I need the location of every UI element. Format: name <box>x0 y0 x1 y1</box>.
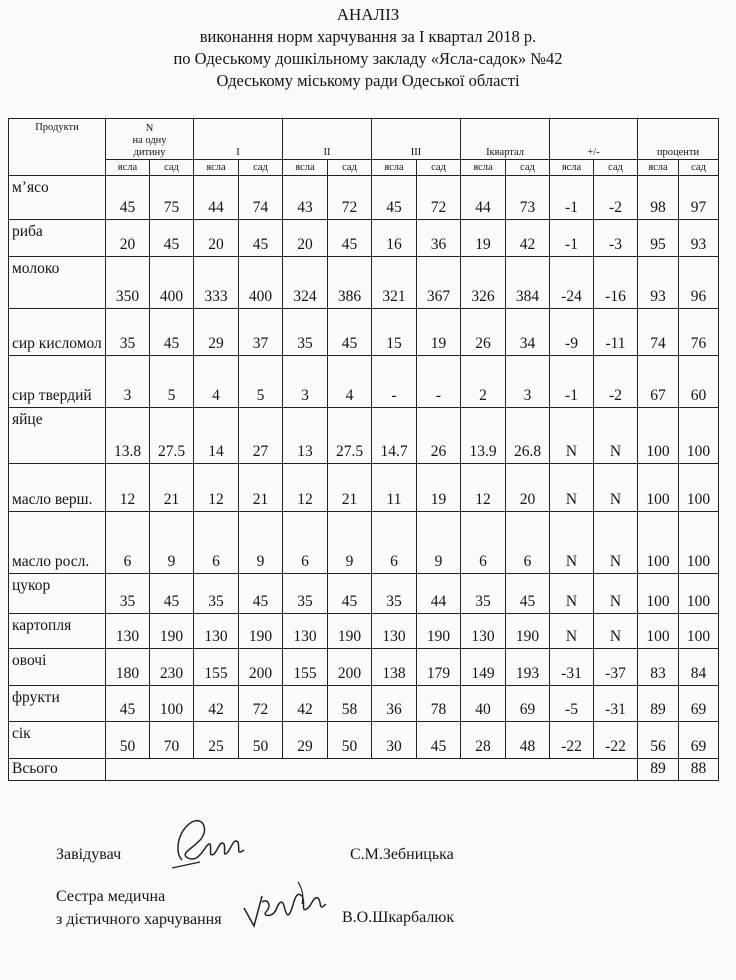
value-cell: 28 <box>461 722 506 759</box>
value-cell: 35 <box>283 309 328 356</box>
value-cell: 73 <box>506 176 550 220</box>
value-cell: 84 <box>679 649 719 686</box>
product-name: масло росл. <box>9 512 106 574</box>
value-cell: 138 <box>372 649 417 686</box>
value-cell: 11 <box>372 464 417 512</box>
value-cell: -2 <box>594 356 638 408</box>
value-cell: 45 <box>239 220 283 257</box>
value-cell: 48 <box>506 722 550 759</box>
value-cell: 367 <box>417 257 461 309</box>
value-cell: 25 <box>194 722 239 759</box>
value-cell: 2 <box>461 356 506 408</box>
value-cell: 26.8 <box>506 408 550 464</box>
value-cell: 6 <box>372 512 417 574</box>
value-cell: 45 <box>328 309 372 356</box>
value-cell: 29 <box>194 309 239 356</box>
table-row <box>9 220 719 257</box>
value-cell: 40 <box>461 686 506 722</box>
value-cell: 74 <box>638 309 679 356</box>
value-cell: 45 <box>150 574 194 614</box>
value-cell: 100 <box>638 408 679 464</box>
subheader-kindergarten: сад <box>594 160 638 176</box>
subheader-kindergarten: сад <box>328 160 372 176</box>
value-cell: 100 <box>679 574 719 614</box>
value-cell: 20 <box>283 220 328 257</box>
value-cell: -22 <box>594 722 638 759</box>
value-cell: 190 <box>150 614 194 649</box>
total-row <box>9 759 719 781</box>
value-cell: 15 <box>372 309 417 356</box>
header-percent: проценти <box>638 119 719 160</box>
value-cell: 21 <box>328 464 372 512</box>
value-cell: 100 <box>638 614 679 649</box>
value-cell: 14 <box>194 408 239 464</box>
value-cell: 324 <box>283 257 328 309</box>
value-cell: 326 <box>461 257 506 309</box>
value-cell: 56 <box>638 722 679 759</box>
value-cell: 100 <box>638 512 679 574</box>
value-cell: 35 <box>106 574 150 614</box>
value-cell: -1 <box>550 356 594 408</box>
value-cell: 69 <box>679 722 719 759</box>
value-cell: 35 <box>194 574 239 614</box>
value-cell: 44 <box>194 176 239 220</box>
value-cell: 179 <box>417 649 461 686</box>
value-cell: 97 <box>679 176 719 220</box>
document-subtitle-3: Одеському міському ради Одеської області <box>216 71 520 90</box>
nurse-title-1: Сестра медична <box>56 888 166 905</box>
subheader-nursery: ясла <box>283 160 328 176</box>
value-cell: 155 <box>194 649 239 686</box>
nurse-title-2: з дієтичного харчування <box>56 911 222 928</box>
value-cell: 400 <box>239 257 283 309</box>
product-name: сир кисломол <box>9 309 106 356</box>
product-name: риба <box>9 220 106 257</box>
value-cell: 34 <box>506 309 550 356</box>
value-cell: -2 <box>594 176 638 220</box>
value-cell: 130 <box>283 614 328 649</box>
value-cell: 3 <box>106 356 150 408</box>
product-name: картопля <box>9 614 106 649</box>
document-header <box>0 4 736 92</box>
value-cell: 69 <box>506 686 550 722</box>
value-cell: 45 <box>417 722 461 759</box>
value-cell: 58 <box>328 686 372 722</box>
value-cell: 74 <box>239 176 283 220</box>
value-cell: 3 <box>283 356 328 408</box>
value-cell: 6 <box>461 512 506 574</box>
value-cell: 9 <box>328 512 372 574</box>
value-cell: 67 <box>638 356 679 408</box>
value-cell: -22 <box>550 722 594 759</box>
value-cell: 89 <box>638 686 679 722</box>
value-cell: 42 <box>506 220 550 257</box>
product-name: сир твердий <box>9 356 106 408</box>
value-cell: 350 <box>106 257 150 309</box>
total-empty-cell <box>106 759 638 781</box>
value-cell: 13 <box>283 408 328 464</box>
value-cell: 50 <box>328 722 372 759</box>
table-row <box>9 512 719 574</box>
value-cell: 45 <box>372 176 417 220</box>
total-nursery: 89 <box>638 759 679 781</box>
value-cell: 130 <box>194 614 239 649</box>
value-cell: 45 <box>150 220 194 257</box>
value-cell: N <box>550 574 594 614</box>
value-cell: 6 <box>194 512 239 574</box>
value-cell: 400 <box>150 257 194 309</box>
value-cell: 100 <box>638 574 679 614</box>
table-row <box>9 309 719 356</box>
document-subtitle-2: по Одеському дошкільному закладу «Ясла-садок» №42 <box>173 49 563 68</box>
value-cell: N <box>594 464 638 512</box>
value-cell: 21 <box>150 464 194 512</box>
value-cell: -31 <box>550 649 594 686</box>
value-cell: 100 <box>679 614 719 649</box>
product-name: фрукти <box>9 686 106 722</box>
value-cell: 230 <box>150 649 194 686</box>
nurse-name: В.О.Шкарбалюк <box>342 909 455 926</box>
value-cell: 26 <box>461 309 506 356</box>
value-cell: 130 <box>461 614 506 649</box>
value-cell: 35 <box>461 574 506 614</box>
document-title: АНАЛІЗ <box>336 5 400 24</box>
value-cell: N <box>550 512 594 574</box>
subheader-nursery: ясла <box>194 160 239 176</box>
director-signature <box>160 808 260 878</box>
value-cell: N <box>550 408 594 464</box>
value-cell: 19 <box>417 464 461 512</box>
value-cell: 20 <box>506 464 550 512</box>
value-cell: 96 <box>679 257 719 309</box>
nutrition-analysis-table <box>8 118 719 781</box>
value-cell: 4 <box>328 356 372 408</box>
value-cell: 43 <box>283 176 328 220</box>
value-cell: 36 <box>372 686 417 722</box>
director-name: С.М.Зебницька <box>350 846 454 863</box>
value-cell: 45 <box>506 574 550 614</box>
value-cell: 6 <box>283 512 328 574</box>
value-cell: 72 <box>328 176 372 220</box>
value-cell: 20 <box>194 220 239 257</box>
document-subtitle-1: виконання норм харчування за І квартал 2018 р. <box>199 27 537 46</box>
value-cell: 50 <box>106 722 150 759</box>
value-cell: 20 <box>106 220 150 257</box>
header-products: Продукти <box>9 119 106 176</box>
table-row <box>9 408 719 464</box>
value-cell: 155 <box>283 649 328 686</box>
value-cell: 26 <box>417 408 461 464</box>
value-cell: 72 <box>239 686 283 722</box>
value-cell: -5 <box>550 686 594 722</box>
value-cell: 190 <box>239 614 283 649</box>
value-cell: 27.5 <box>150 408 194 464</box>
product-name: яйце <box>9 408 106 464</box>
value-cell: 42 <box>194 686 239 722</box>
value-cell: 130 <box>372 614 417 649</box>
value-cell: 193 <box>506 649 550 686</box>
value-cell: 190 <box>417 614 461 649</box>
value-cell: 98 <box>638 176 679 220</box>
product-name: масло верш. <box>9 464 106 512</box>
value-cell: 76 <box>679 309 719 356</box>
value-cell: 6 <box>506 512 550 574</box>
value-cell: 100 <box>679 464 719 512</box>
value-cell: 44 <box>461 176 506 220</box>
subheader-kindergarten: сад <box>239 160 283 176</box>
value-cell: N <box>594 408 638 464</box>
subheader-nursery: ясла <box>372 160 417 176</box>
value-cell: - <box>417 356 461 408</box>
value-cell: 13.8 <box>106 408 150 464</box>
value-cell: 83 <box>638 649 679 686</box>
value-cell: 45 <box>106 686 150 722</box>
value-cell: 13.9 <box>461 408 506 464</box>
product-name: м’ясо <box>9 176 106 220</box>
value-cell: 190 <box>506 614 550 649</box>
value-cell: -3 <box>594 220 638 257</box>
nurse-signature <box>232 868 342 938</box>
value-cell: 78 <box>417 686 461 722</box>
value-cell: 16 <box>372 220 417 257</box>
table-row <box>9 464 719 512</box>
value-cell: -37 <box>594 649 638 686</box>
header-norm: N на одну дитину <box>106 119 194 160</box>
value-cell: -11 <box>594 309 638 356</box>
value-cell: 200 <box>328 649 372 686</box>
value-cell: 93 <box>679 220 719 257</box>
product-name: цукор <box>9 574 106 614</box>
value-cell: 100 <box>638 464 679 512</box>
subheader-nursery: ясла <box>550 160 594 176</box>
value-cell: 3 <box>506 356 550 408</box>
table-row <box>9 356 719 408</box>
value-cell: -24 <box>550 257 594 309</box>
value-cell: 35 <box>283 574 328 614</box>
table-row <box>9 722 719 759</box>
value-cell: 95 <box>638 220 679 257</box>
value-cell: 50 <box>239 722 283 759</box>
product-name: молоко <box>9 257 106 309</box>
value-cell: -16 <box>594 257 638 309</box>
value-cell: N <box>594 574 638 614</box>
value-cell: 190 <box>328 614 372 649</box>
table-row <box>9 649 719 686</box>
value-cell: 14.7 <box>372 408 417 464</box>
value-cell: 130 <box>106 614 150 649</box>
subheader-nursery: ясла <box>638 160 679 176</box>
value-cell: 93 <box>638 257 679 309</box>
value-cell: 19 <box>461 220 506 257</box>
value-cell: 44 <box>417 574 461 614</box>
value-cell: 333 <box>194 257 239 309</box>
value-cell: 72 <box>417 176 461 220</box>
value-cell: 36 <box>417 220 461 257</box>
value-cell: 45 <box>328 574 372 614</box>
value-cell: 30 <box>372 722 417 759</box>
director-title: Завідувач <box>56 846 122 863</box>
value-cell: 35 <box>372 574 417 614</box>
value-cell: 21 <box>239 464 283 512</box>
value-cell: 12 <box>461 464 506 512</box>
value-cell: 12 <box>106 464 150 512</box>
product-name: овочі <box>9 649 106 686</box>
value-cell: 100 <box>150 686 194 722</box>
value-cell: 19 <box>417 309 461 356</box>
value-cell: -1 <box>550 220 594 257</box>
value-cell: 9 <box>150 512 194 574</box>
total-kindergarten: 88 <box>679 759 719 781</box>
value-cell: - <box>372 356 417 408</box>
value-cell: 9 <box>239 512 283 574</box>
value-cell: 5 <box>150 356 194 408</box>
value-cell: 70 <box>150 722 194 759</box>
header-month-2: II <box>283 119 372 160</box>
subheader-kindergarten: сад <box>506 160 550 176</box>
subheader-nursery: ясла <box>461 160 506 176</box>
table-row <box>9 176 719 220</box>
table-row <box>9 614 719 649</box>
value-cell: 75 <box>150 176 194 220</box>
value-cell: 180 <box>106 649 150 686</box>
value-cell: 200 <box>239 649 283 686</box>
value-cell: 321 <box>372 257 417 309</box>
value-cell: 45 <box>328 220 372 257</box>
value-cell: 12 <box>194 464 239 512</box>
value-cell: 27 <box>239 408 283 464</box>
total-label: Всього <box>9 759 106 781</box>
value-cell: 6 <box>106 512 150 574</box>
subheader-kindergarten: сад <box>679 160 719 176</box>
value-cell: 29 <box>283 722 328 759</box>
value-cell: 12 <box>283 464 328 512</box>
value-cell: 9 <box>417 512 461 574</box>
value-cell: 60 <box>679 356 719 408</box>
header-quarter: Іквартал <box>461 119 550 160</box>
value-cell: 5 <box>239 356 283 408</box>
value-cell: 69 <box>679 686 719 722</box>
value-cell: 42 <box>283 686 328 722</box>
value-cell: 45 <box>106 176 150 220</box>
header-month-3: III <box>372 119 461 160</box>
table-row <box>9 574 719 614</box>
value-cell: 384 <box>506 257 550 309</box>
table-row <box>9 257 719 309</box>
value-cell: 37 <box>239 309 283 356</box>
value-cell: N <box>550 614 594 649</box>
value-cell: -31 <box>594 686 638 722</box>
subheader-kindergarten: сад <box>150 160 194 176</box>
subheader-kindergarten: сад <box>417 160 461 176</box>
subheader-nursery: ясла <box>106 160 150 176</box>
value-cell: 4 <box>194 356 239 408</box>
product-name: сік <box>9 722 106 759</box>
value-cell: 149 <box>461 649 506 686</box>
value-cell: 386 <box>328 257 372 309</box>
table-row <box>9 686 719 722</box>
value-cell: -1 <box>550 176 594 220</box>
value-cell: 45 <box>239 574 283 614</box>
value-cell: 100 <box>679 512 719 574</box>
value-cell: 100 <box>679 408 719 464</box>
value-cell: N <box>550 464 594 512</box>
value-cell: N <box>594 614 638 649</box>
value-cell: 27.5 <box>328 408 372 464</box>
header-month-1: I <box>194 119 283 160</box>
value-cell: 35 <box>106 309 150 356</box>
value-cell: 45 <box>150 309 194 356</box>
header-difference: +/- <box>550 119 638 160</box>
value-cell: N <box>594 512 638 574</box>
value-cell: -9 <box>550 309 594 356</box>
